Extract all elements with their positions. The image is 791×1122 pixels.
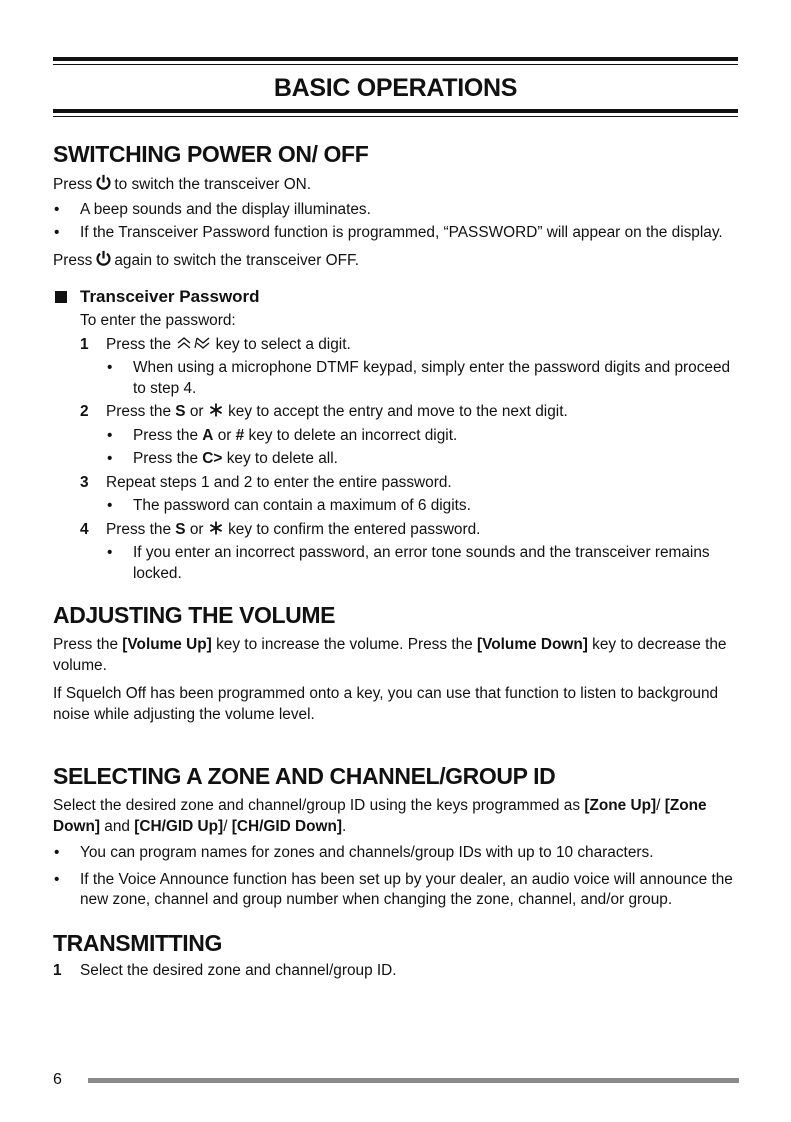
ch-gid-up-key: [CH/GID Up] <box>134 817 224 835</box>
step-number: 4 <box>80 520 89 538</box>
section-heading-power: SWITCHING POWER ON/ OFF <box>53 141 369 167</box>
page-number: 6 <box>53 1071 62 1088</box>
step-number: 1 <box>53 961 62 979</box>
step-text: Press the <box>106 403 172 420</box>
list-item: • If the Transceiver Password function is programmed, “PASSWORD” will appear on the display. <box>53 223 743 244</box>
zone-down-key: [Zone Down] <box>53 797 707 835</box>
step-text: Repeat steps 1 and 2 to enter the entire password. <box>106 473 452 491</box>
power-icon <box>95 250 112 267</box>
zone-up-key: [Zone Up] <box>584 797 657 814</box>
volume-down-key: [Volume Down] <box>477 636 588 653</box>
list-item: • When using a microphone DTMF keypad, simply enter the password digits and proceed to step 4. <box>53 358 743 399</box>
step-text: key to select a digit. <box>215 335 351 353</box>
list-item: • Press the C> key to delete all. <box>53 449 743 470</box>
list-item: • The password can contain a maximum of 6 digits. <box>53 496 743 517</box>
volume-up-key: [Volume Up] <box>122 636 212 653</box>
password-step-4 <box>53 520 743 541</box>
volume-paragraph-2: If Squelch Off has been programmed onto a key, you can use that function to listen to background noise while adjusting the volume level. <box>53 685 719 723</box>
volume-paragraph-1: Press the [Volume Up] key to increase the volume. Press the [Volume Down] key to decrease the volume. <box>53 636 727 674</box>
zone-bullets <box>53 843 743 911</box>
power-icon <box>95 174 112 191</box>
header-bottom-rule <box>53 109 738 113</box>
password-intro: To enter the password: <box>80 312 236 329</box>
up-down-arrows-icon <box>176 336 210 350</box>
header-top-rule <box>53 57 738 61</box>
key-s: S <box>175 403 186 420</box>
list-item: • Press the A or # key to delete an incorrect digit. <box>53 426 743 447</box>
press-label: Press <box>53 251 93 269</box>
footer-rule <box>88 1078 739 1083</box>
power-bullets <box>53 200 743 244</box>
password-step-3 <box>53 473 743 494</box>
step-text: Press the <box>106 520 172 538</box>
step-text: Press the <box>106 335 172 353</box>
password-step-1 <box>53 335 743 356</box>
step-2-bullets <box>53 426 743 470</box>
step-text: Select the desired zone and channel/group ID. <box>80 961 397 979</box>
step-text: key to accept the entry and move to the next digit. <box>228 403 568 420</box>
zone-paragraph: Select the desired zone and channel/group ID using the keys programmed as [Zone Up]/ [Zone Down] and [CH/GID Up]/ [CH/GID Down]. <box>53 797 707 835</box>
key-c: C> <box>202 450 223 467</box>
key-s: S <box>175 520 186 538</box>
header-bottom-thin-rule <box>53 116 738 117</box>
list-item: • A beep sounds and the display illuminates. <box>53 200 743 221</box>
transmit-step-1 <box>53 961 743 982</box>
power-on-text: to switch the transceiver ON. <box>114 176 312 193</box>
list-item: • If the Voice Announce function has been set up by your dealer, an audio voice will announce the new zone, channel and group number when changing the zone, channel, and/or group. <box>53 870 743 911</box>
step-1-bullets <box>53 358 743 399</box>
star-key-icon <box>209 403 223 417</box>
step-text: key to confirm the entered password. <box>228 520 481 538</box>
section-heading-volume: ADJUSTING THE VOLUME <box>53 602 336 628</box>
step-number: 2 <box>80 403 89 420</box>
page-content <box>53 140 743 981</box>
password-heading-text: Transceiver Password <box>80 287 260 306</box>
ch-gid-down-key: [CH/GID Down] <box>231 817 343 835</box>
power-off-text: again to switch the transceiver OFF. <box>114 251 359 269</box>
list-item: • You can program names for zones and channels/group IDs with up to 10 characters. <box>53 843 743 864</box>
page-title: BASIC OPERATIONS <box>273 74 518 102</box>
step-4-bullets <box>53 543 743 584</box>
step-3-bullets <box>53 496 743 517</box>
press-label: Press <box>53 176 93 193</box>
step-text: or <box>189 520 204 538</box>
power-on-line <box>53 174 743 196</box>
header-top-thin-rule <box>53 64 738 65</box>
step-number: 3 <box>80 473 89 491</box>
list-item: • If you enter an incorrect password, an error tone sounds and the transceiver remains locked. <box>53 543 743 584</box>
power-off-line <box>53 250 743 272</box>
section-heading-zone: SELECTING A ZONE AND CHANNEL/GROUP ID <box>53 763 556 789</box>
step-number: 1 <box>80 335 89 353</box>
password-step-2 <box>53 402 743 423</box>
star-key-icon <box>209 521 223 535</box>
key-hash: # <box>235 426 245 444</box>
step-text: or <box>189 403 204 420</box>
section-heading-transmit: TRANSMITTING <box>53 929 222 956</box>
square-bullet-icon <box>55 291 67 303</box>
key-a: A <box>202 426 214 444</box>
password-subheading <box>53 286 743 308</box>
